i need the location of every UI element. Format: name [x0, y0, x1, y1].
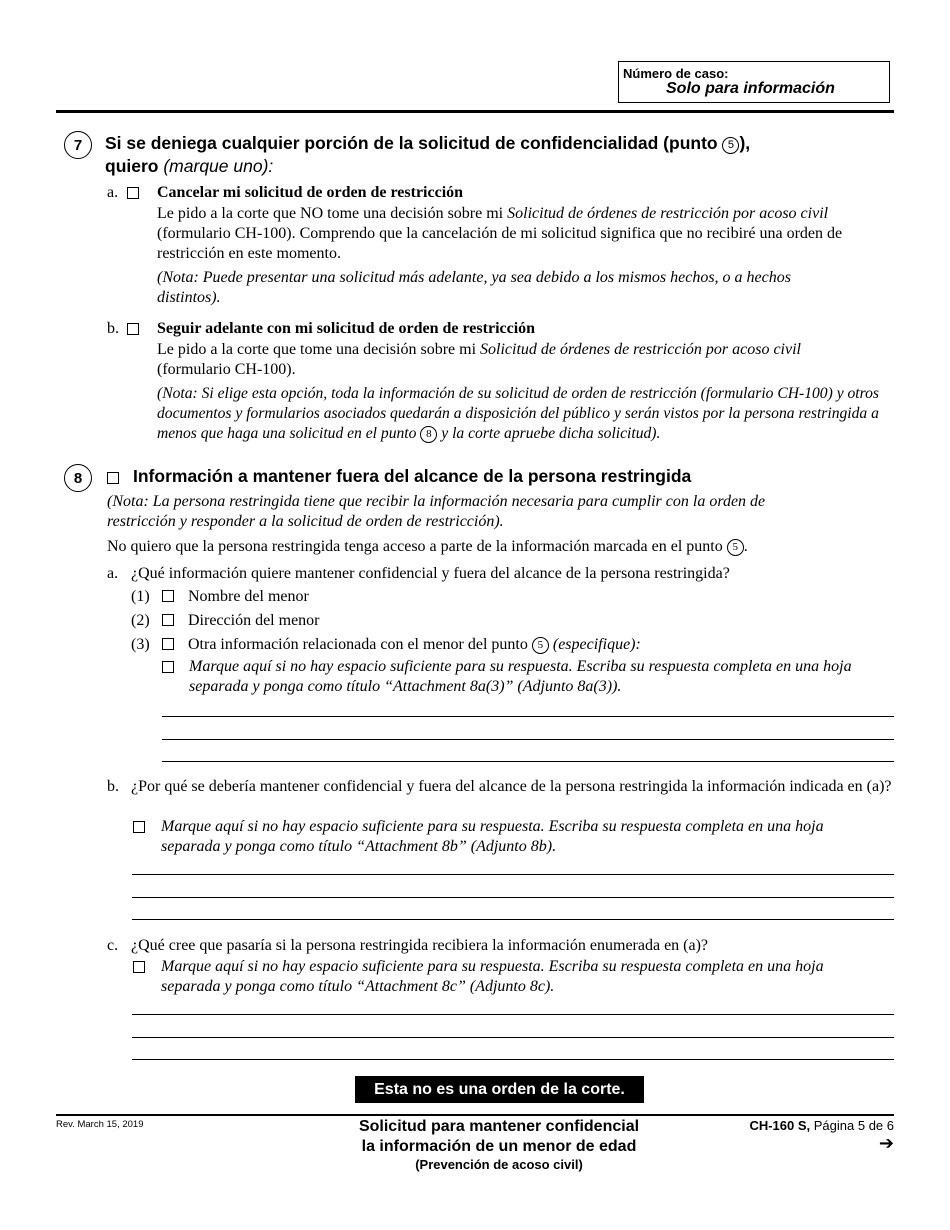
section-7-number: 7	[64, 131, 92, 159]
item-8c-answer-line-1[interactable]	[132, 1014, 894, 1015]
item-8a-letter: a.	[107, 565, 119, 582]
section-8-note: (Nota: La persona restringida tiene que recibir la información necesaria para cumplir con la orden de restricción y responder a la solicitud de orden de restricción).	[107, 493, 766, 530]
next-page-arrow-icon: ➔	[878, 1133, 894, 1153]
section-7-title-pre: Si se deniega cualquier porción de la solicitud de confidencialidad (punto	[105, 133, 718, 153]
item-8a-answer-line-2[interactable]	[162, 739, 894, 740]
section-7-title-ref: 5	[722, 137, 739, 154]
section-8-intro	[107, 537, 867, 557]
item-8a3-checkbox[interactable]	[162, 638, 174, 650]
item-7b-title: Seguir adelante con mi solicitud de orden de restricción	[157, 320, 536, 337]
item-7b-checkbox[interactable]	[127, 323, 139, 335]
form-page-info	[749, 1118, 894, 1133]
item-7b-body	[157, 340, 877, 380]
section-8-checkbox[interactable]	[107, 472, 119, 484]
item-7a-note: (Nota: Puede presentar una solicitud más adelante, ya sea debido a los mismos hechos, o a hechos distintos).	[157, 269, 791, 306]
item-8a-answer-line-1[interactable]	[162, 716, 894, 717]
item-8a3-ref: 5	[532, 637, 549, 654]
item-7a-body-pre: Le pido a la corte que NO tome una decisión sobre mi	[157, 205, 504, 222]
item-7b-body-italic: Solicitud de órdenes de restricción por acoso civil	[480, 341, 801, 358]
item-7b-letter: b.	[107, 320, 119, 337]
item-8a1-num: (1)	[131, 588, 150, 605]
item-8a-attach-text: Marque aquí si no hay espacio suficiente para su respuesta. Escriba su respuesta completa en una hoja separada y ponga como título “Attachment 8a(3)” (Adjunto 8a(3)).	[189, 658, 852, 695]
item-8a-question: ¿Qué información quiere mantener confidencial y fuera del alcance de la persona restringida?	[131, 565, 730, 582]
item-7a-body-italic: Solicitud de órdenes de restricción por acoso civil	[507, 205, 829, 222]
page-number: Página 5 de 6	[813, 1118, 894, 1133]
item-8b-answer-line-3[interactable]	[132, 919, 894, 920]
section-8-title: Información a mantener fuera del alcance de la persona restringida	[133, 466, 692, 486]
item-7b-body-post: (formulario CH-100).	[157, 361, 296, 378]
item-8b-answer-line-1[interactable]	[132, 874, 894, 875]
item-8a-attach-checkbox[interactable]	[162, 661, 174, 673]
item-7b-body-pre: Le pido a la corte que tome una decisión sobre mi	[157, 341, 477, 358]
item-7a-letter: a.	[107, 184, 119, 201]
item-8a1-label: Nombre del menor	[188, 588, 309, 605]
section-7-title-post: ),	[739, 133, 751, 153]
item-8a2-num: (2)	[131, 612, 150, 629]
form-title-line-2: la información de un menor de edad	[361, 1138, 637, 1155]
item-8b-answer-line-2[interactable]	[132, 897, 894, 898]
item-8a3-instr: (especifique):	[552, 636, 641, 653]
item-8c-answer-line-2[interactable]	[132, 1037, 894, 1038]
section-7-title	[105, 132, 865, 178]
item-8c-attach-text: Marque aquí si no hay espacio suficiente para su respuesta. Escriba su respuesta completa en una hoja separada y ponga como título “Attachment 8c” (Adjunto 8c).	[161, 958, 824, 995]
item-7b-note	[157, 384, 902, 444]
form-title-line-3: (Prevención de acoso civil)	[415, 1157, 583, 1172]
item-7a-body-post: (formulario CH-100). Comprendo que la cancelación de mi solicitud significa que no recibiré una orden de restricción en este momento.	[157, 225, 843, 262]
item-7a-title: Cancelar mi solicitud de orden de restricción	[157, 184, 464, 201]
item-7a-checkbox[interactable]	[127, 187, 139, 199]
item-7b-note-ref: 8	[420, 426, 437, 443]
form-id: CH-160 S,	[749, 1118, 811, 1133]
item-8c-attach-checkbox[interactable]	[133, 961, 145, 973]
item-8a3-label-text: Otra información relacionada con el menor del punto	[188, 636, 528, 653]
item-8a3-num: (3)	[131, 636, 150, 653]
section-8-intro-post: .	[743, 538, 748, 555]
footer-rule	[56, 1114, 894, 1116]
section-8-number: 8	[64, 464, 92, 492]
item-8c-question: ¿Qué cree que pasaría si la persona restringida recibiera la información enumerada en (a)?	[131, 937, 709, 954]
item-8b-attach-checkbox[interactable]	[133, 821, 145, 833]
section-8-intro-pre: No quiero que la persona restringida tenga acceso a parte de la información marcada en el punto	[107, 538, 723, 555]
item-8a1-checkbox[interactable]	[162, 590, 174, 602]
form-title-line-1: Solicitud para mantener confidencial	[358, 1118, 640, 1135]
form-title	[300, 1117, 698, 1173]
item-8b-attach-text: Marque aquí si no hay espacio suficiente para su respuesta. Escriba su respuesta completa en una hoja separada y ponga como título “Attachment 8b” (Adjunto 8b).	[161, 818, 824, 855]
case-number-box	[618, 61, 890, 103]
item-7b-note-post: y la corte apruebe dicha solicitud).	[441, 425, 661, 442]
item-8a2-label: Dirección del menor	[188, 612, 320, 629]
item-8a2-checkbox[interactable]	[162, 614, 174, 626]
header-rule	[56, 110, 894, 113]
revision-date: Rev. March 15, 2019	[56, 1119, 144, 1130]
item-7a-body	[157, 204, 857, 264]
item-8a3-label	[188, 635, 641, 655]
not-court-order-notice: Esta no es una orden de la corte.	[355, 1076, 644, 1103]
case-number-value: Solo para información	[666, 80, 835, 97]
item-8b-question: ¿Por qué se debería mantener confidencial y fuera del alcance de la persona restringida la información indicada en (a)?	[131, 778, 892, 795]
section-7-title-instr: (marque uno):	[163, 156, 274, 176]
item-8a-answer-line-3[interactable]	[162, 761, 894, 762]
case-number-label: Número de caso:	[623, 66, 729, 81]
section-8-intro-ref: 5	[727, 539, 744, 556]
section-7-title-line2: quiero	[105, 156, 159, 176]
item-8c-answer-line-3[interactable]	[132, 1059, 894, 1060]
item-8b-letter: b.	[107, 778, 119, 795]
item-8c-letter: c.	[107, 937, 119, 954]
item-7b-note-pre: (Nota: Si elige esta opción, toda la información de su solicitud de orden de restricción (formulario CH-100) y otros documentos y formularios asociados quedarán a disposición del público y serán vistos por la persona restringida a menos que haga una solicitud en el punto	[157, 385, 879, 442]
